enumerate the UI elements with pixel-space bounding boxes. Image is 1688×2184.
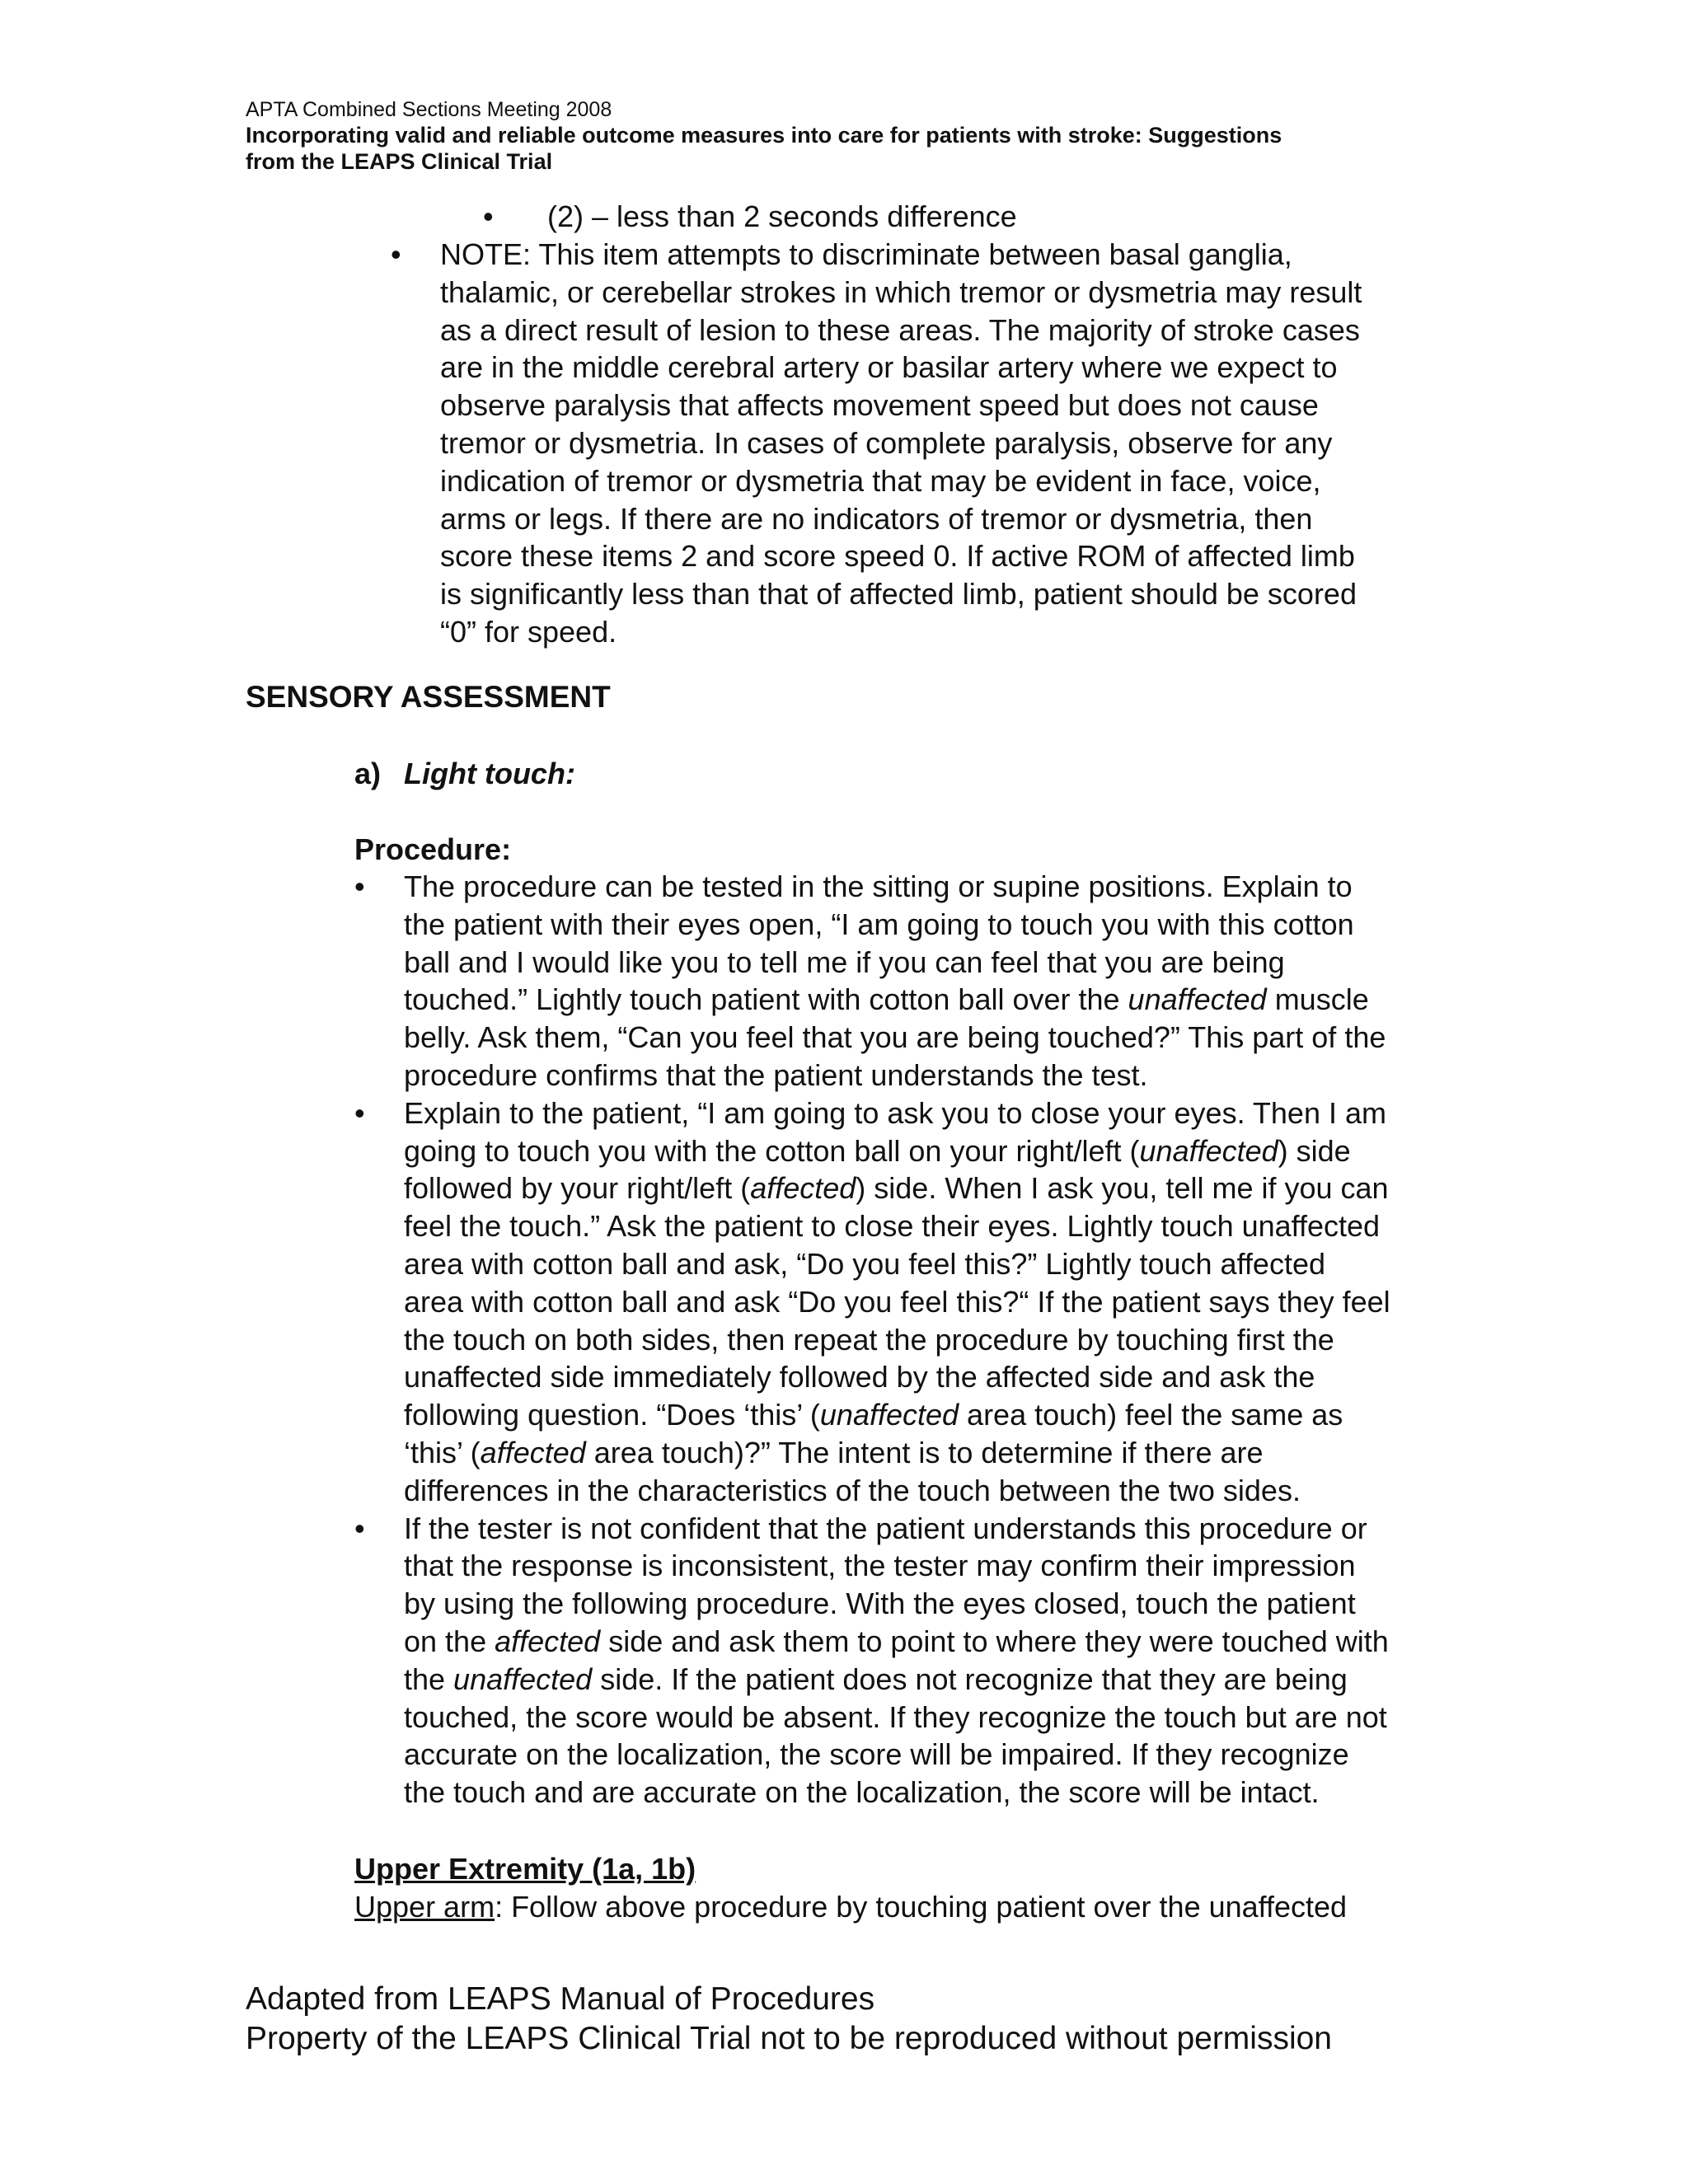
upper-extremity-heading: Upper Extremity (1a, 1b) [354,1852,696,1886]
procedure-list [354,868,1434,1811]
text-line: Explain to the patient, “I am going to ask you to close your eyes. Then I am [404,1095,1386,1130]
list-item [354,1510,1434,1811]
text-span: following question. “Does ‘this’ ( [404,1398,820,1432]
list-item [391,236,1429,651]
text-line: the patient with their eyes open, “I am going to touch you with this cotton [404,907,1354,941]
header-title-line1: Incorporating valid and reliable outcome measures into care for patients with stroke: Suggestions [246,123,1282,148]
list-item-text [404,868,1434,1094]
list-item-text [404,1094,1434,1510]
text-line: The procedure can be tested in the sitting or supine positions. Explain to [404,869,1353,903]
subsection-title: Light touch: [404,757,575,790]
text-line [404,981,1434,1019]
bullet-glyph: • [483,199,494,233]
note-text [440,236,1429,651]
list-item [354,1094,1434,1510]
bullet-glyph: • [391,237,401,271]
note-item [391,236,1429,651]
continued-list [443,198,1432,236]
text-line [404,1661,1434,1699]
text-line: differences in the characteristics of the touch between the two sides. [404,1473,1301,1507]
text-line: the touch on both sides, then repeat the procedure by touching first the [404,1322,1334,1357]
subsection-letter: a) [354,757,382,790]
subsection-heading [354,755,575,793]
list-item [354,868,1434,1094]
italic-text: affected [480,1435,586,1469]
italic-text: unaffected [1139,1133,1278,1168]
italic-text: unaffected [819,1398,959,1432]
text-line: unaffected side immediately followed by the affected side and ask the [404,1360,1315,1394]
text-line: that the response is inconsistent, the tester may confirm their impression [404,1549,1356,1583]
note-line: are in the middle cerebral artery or basilar artery where we expect to [440,350,1338,385]
text-line [404,1169,1434,1207]
note-line: indication of tremor or dysmetria that may be evident in face, voice, [440,463,1321,498]
text-line: ball and I would like you to tell me if you can feel that you are being [404,944,1285,979]
note-line: “0” for speed. [440,614,617,649]
text-line [404,1396,1434,1434]
list-item [443,198,1432,236]
page-header [246,97,1449,175]
text-line: If the tester is not confident that the patient understands this procedure or [404,1511,1367,1545]
note-line: score these items 2 and score speed 0. If active ROM of affected limb [440,539,1355,574]
procedure-heading: Procedure: [354,832,512,866]
bullet-glyph: • [354,1511,365,1545]
upper-arm-text: : Follow above procedure by touching patient over the unaffected [495,1890,1348,1924]
header-title-line2: from the LEAPS Clinical Trial [246,149,553,174]
text-line: area with cotton ball and ask “Do you feel this?“ If the patient says they feel [404,1284,1390,1319]
italic-text: affected [495,1624,601,1658]
italic-text: affected [750,1171,856,1206]
list-item-text: (2) – less than 2 seconds difference [547,199,1017,233]
note-line: tremor or dysmetria. In cases of complete paralysis, observe for any [440,425,1333,460]
header-meeting: APTA Combined Sections Meeting 2008 [246,98,612,121]
text-span: area touch)?” The intent is to determine if there are [585,1435,1264,1469]
text-span: ) side. When I ask you, tell me if you can [856,1171,1389,1206]
note-line: NOTE: This item attempts to discriminate between basal ganglia, [440,237,1292,271]
text-span: ‘this’ ( [404,1435,481,1469]
upper-arm-line [354,1888,1347,1926]
text-span: area touch) feel the same as [959,1398,1343,1432]
bullet-glyph: • [354,1095,365,1130]
note-line: arms or legs. If there are no indicators of tremor or dysmetria, then [440,501,1313,536]
text-span: the [404,1661,454,1696]
note-line: as a direct result of lesion to these areas. The majority of stroke cases [440,312,1360,347]
upper-arm-label: Upper arm [354,1890,495,1924]
text-span: side and ask them to point to where they were touched with [600,1624,1389,1658]
text-span: on the [404,1624,495,1658]
section-heading: SENSORY ASSESSMENT [246,680,611,714]
note-line: thalamic, or cerebellar strokes in which tremor or dysmetria may result [440,274,1362,309]
text-line: belly. Ask them, “Can you feel that you are being touched?” This part of the [404,1020,1386,1055]
italic-text: unaffected [1128,982,1267,1017]
footer-line1: Adapted from LEAPS Manual of Procedures [246,1981,875,2017]
text-line: the touch and are accurate on the localization, the score will be intact. [404,1775,1320,1810]
bullet-glyph: • [354,869,365,903]
note-line: is significantly less than that of affected limb, patient should be scored [440,577,1357,612]
footer-line2: Property of the LEAPS Clinical Trial not to be reproduced without permission [246,2021,1333,2056]
text-line: procedure confirms that the patient understands the test. [404,1057,1148,1092]
text-line: area with cotton ball and ask, “Do you feel this?” Lightly touch affected [404,1246,1325,1281]
list-item-text [404,1510,1434,1811]
text-span: side. If the patient does not recognize that they are being [592,1661,1348,1696]
text-line [404,1132,1434,1170]
text-span: followed by your right/left ( [404,1171,751,1206]
text-line [404,1623,1434,1661]
text-span: touched.” Lightly touch patient with cotton ball over the [404,982,1128,1017]
text-span: muscle [1266,982,1369,1017]
text-span: going to touch you with the cotton ball on your right/left ( [404,1133,1140,1168]
text-line: touched, the score would be absent. If they recognize the touch but are not [404,1699,1387,1734]
text-line [404,1434,1434,1472]
text-line: by using the following procedure. With the eyes closed, touch the patient [404,1586,1356,1621]
text-line: feel the touch.” Ask the patient to close their eyes. Lightly touch unaffected [404,1209,1381,1244]
text-line: accurate on the localization, the score will be impaired. If they recognize [404,1737,1349,1772]
text-span: ) side [1278,1133,1351,1168]
italic-text: unaffected [453,1661,593,1696]
page-footer [246,1980,1332,2059]
note-line: observe paralysis that affects movement speed but does not cause [440,388,1319,423]
